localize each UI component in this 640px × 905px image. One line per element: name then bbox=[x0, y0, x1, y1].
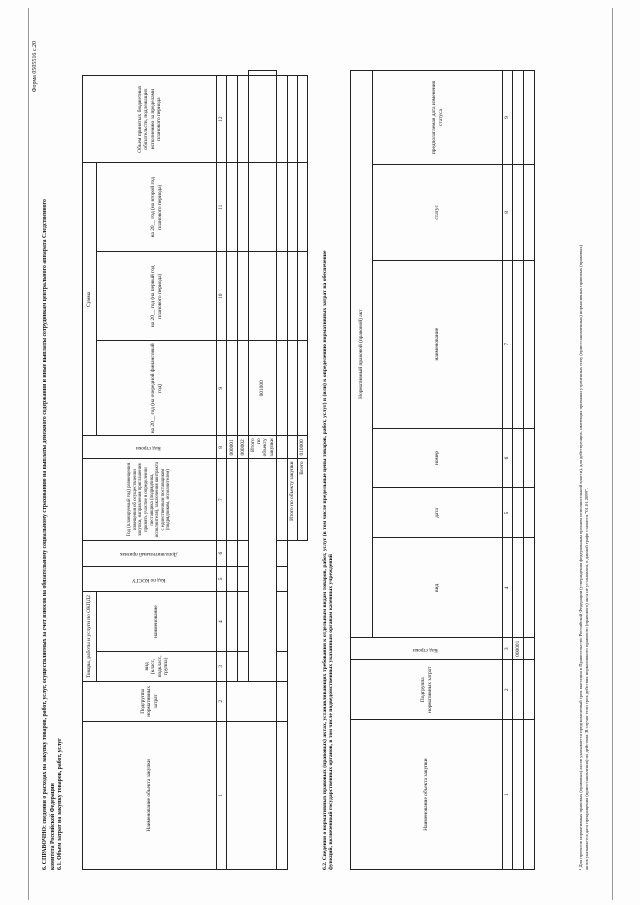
col-num: 4 bbox=[503, 538, 513, 638]
th2-status-date: предполагаемая дата изменения статуса bbox=[373, 71, 503, 165]
form-code: Форма 0505516 с.20 bbox=[32, 41, 38, 93]
row-code: 000001 bbox=[513, 638, 524, 660]
th-kosgu bbox=[83, 566, 217, 592]
total-object-label-2: Итого по объекту закупки bbox=[287, 459, 297, 540]
th2-status: статус bbox=[373, 164, 503, 260]
page-edge-left bbox=[28, 8, 29, 900]
th2-number: номер bbox=[373, 428, 503, 488]
col-num: 7 bbox=[503, 260, 513, 428]
th-kosgu-label: Код по КОСГУ bbox=[131, 576, 166, 583]
th2-cost-subgroup: Подгруппа нормативных затрат bbox=[351, 660, 503, 720]
section-heading bbox=[42, 70, 65, 870]
heading-line-3: 6.1. Объем затрат на закупку товаров, работ, услуг bbox=[57, 738, 64, 870]
section-6-2-line-1: 6.2. Сведения о нормативных правовых (правовых) актах, устанавливающих требования к отдельным видам товаров, работ, услуг (в том числе предельные цены товаров, работ, услуг) и (или) к определению нормативных затрат на обеспечение bbox=[322, 250, 328, 870]
grand-total-code: 010000 bbox=[297, 436, 307, 459]
table-row bbox=[276, 71, 287, 870]
th2-normative-act: Нормативный правовой (правовой) акт bbox=[351, 71, 373, 638]
purchase-costs-table bbox=[82, 70, 308, 870]
grand-total-row bbox=[297, 71, 307, 870]
col-num: 3 bbox=[503, 638, 513, 660]
th-cost-subgroup: Подгруппа нормативных затрат bbox=[83, 681, 217, 721]
th-row-code bbox=[83, 436, 217, 459]
total-object-row-2 bbox=[287, 71, 297, 870]
section-6-2-heading bbox=[322, 70, 335, 870]
col-num: 1 bbox=[503, 720, 513, 870]
rotated-form-sheet bbox=[30, 35, 615, 880]
th-extra-sign-label: Дополнительный признак bbox=[119, 551, 178, 558]
table-row bbox=[513, 71, 524, 870]
col-num: 10 bbox=[217, 252, 227, 341]
th-extra-sign bbox=[83, 540, 217, 566]
th-goods-kind: вид (класс, подкласс, группа) bbox=[97, 651, 217, 681]
table-row bbox=[227, 71, 238, 870]
th2-date: дата bbox=[373, 488, 503, 538]
th-sum-year2: на 20__ год (на первый год планового периода) bbox=[97, 252, 217, 341]
grand-total-label: Всего bbox=[297, 459, 307, 540]
footnote bbox=[578, 50, 589, 870]
th-sum-year1: на 20__ год (на очередной финансовый год) bbox=[97, 341, 217, 436]
column-numbers-row-2 bbox=[503, 71, 513, 870]
section-6-2-line-2: функций, включенный государственных органов, в том числе подведомственных указанным органам казенных учреждений bbox=[328, 553, 335, 870]
col-num: 9 bbox=[217, 341, 227, 436]
col-num: 6 bbox=[503, 428, 513, 488]
th-sum-year3: на 20__ год (на второй год планового периода) bbox=[97, 163, 217, 252]
col-num: 4 bbox=[217, 592, 227, 652]
col-num: 7 bbox=[217, 459, 227, 540]
col-num: 1 bbox=[217, 721, 227, 869]
th-placement-year: Год (планируемый год) размещения извещения об осуществлении закупки, направления приглашения принять участие в определении поставщика (подрядчика, исполнителя), заключения контракта с единственным поставщиком (подрядчиком, исполнителем) bbox=[83, 459, 217, 540]
th-sum: Сумма bbox=[83, 163, 97, 436]
col-num: 8 bbox=[503, 164, 513, 260]
th-obligations: Объем принятых бюджетных обязательств, подлежащих исполнению за пределами планового периода bbox=[83, 76, 217, 163]
col-num: 6 bbox=[217, 540, 227, 566]
col-num: 9 bbox=[503, 71, 513, 165]
th-goods-okpd2: Товары, работы и услуги по ОКПД2 bbox=[83, 592, 97, 682]
th2-object-name: Наименование объекта закупки bbox=[351, 720, 503, 870]
normative-acts-table bbox=[350, 70, 535, 870]
col-num: 5 bbox=[503, 488, 513, 538]
heading-line-1: 6. СПРАВОЧНО: сведения о расходах на закупку товаров, работ, услуг, осуществляемых за счет взносов на обязательному социальному страхованию на выплаты денежного содержания и иные выплаты сотрудникам центрального аппарата Следственного bbox=[42, 199, 48, 870]
column-numbers-row bbox=[217, 71, 227, 870]
footnote-line-1: ¹ Для проектов нормативных правовых (правовых) актов указывается предполагаемый срок внесения в Правительство Российской Федерации (утверждения федеральным органом исполнительной власти), для действующих, имеющих признаки утраченных силу (приостановленных) нормативных правовых (правовых) bbox=[578, 244, 583, 870]
heading-line-2: комитета Российской Федерации bbox=[49, 783, 56, 870]
col-num: 12 bbox=[217, 76, 227, 163]
th2-row-code-label: Код строки bbox=[413, 646, 438, 653]
th2-kind: вид bbox=[373, 538, 503, 638]
th-object-name: Наименование объекта закупки bbox=[83, 721, 217, 869]
col-num: 2 bbox=[217, 681, 227, 721]
th2-title: наименование bbox=[373, 260, 503, 428]
total-object-label: Итого по объекту закупки bbox=[249, 436, 277, 459]
col-num: 5 bbox=[217, 566, 227, 592]
footnote-line-2: актов указывается дата прекращения (приостановления) их действия. В случае если срок действия нормативного правового (правового) акта не установлен, в данной графе ставится "01.01.2099". bbox=[583, 488, 589, 870]
col-num: 2 bbox=[503, 660, 513, 720]
col-num: 11 bbox=[217, 163, 227, 252]
th-goods-name: наименование bbox=[97, 592, 217, 652]
row-code: 000002 bbox=[238, 436, 249, 459]
col-num: 3 bbox=[217, 651, 227, 681]
total-object-code: 001000 bbox=[249, 341, 277, 436]
table-row bbox=[524, 71, 535, 870]
row-code: 000001 bbox=[227, 436, 238, 459]
col-num: 8 bbox=[217, 436, 227, 459]
th-row-code-label: Код строки bbox=[136, 445, 161, 452]
th2-row-code bbox=[351, 638, 503, 660]
